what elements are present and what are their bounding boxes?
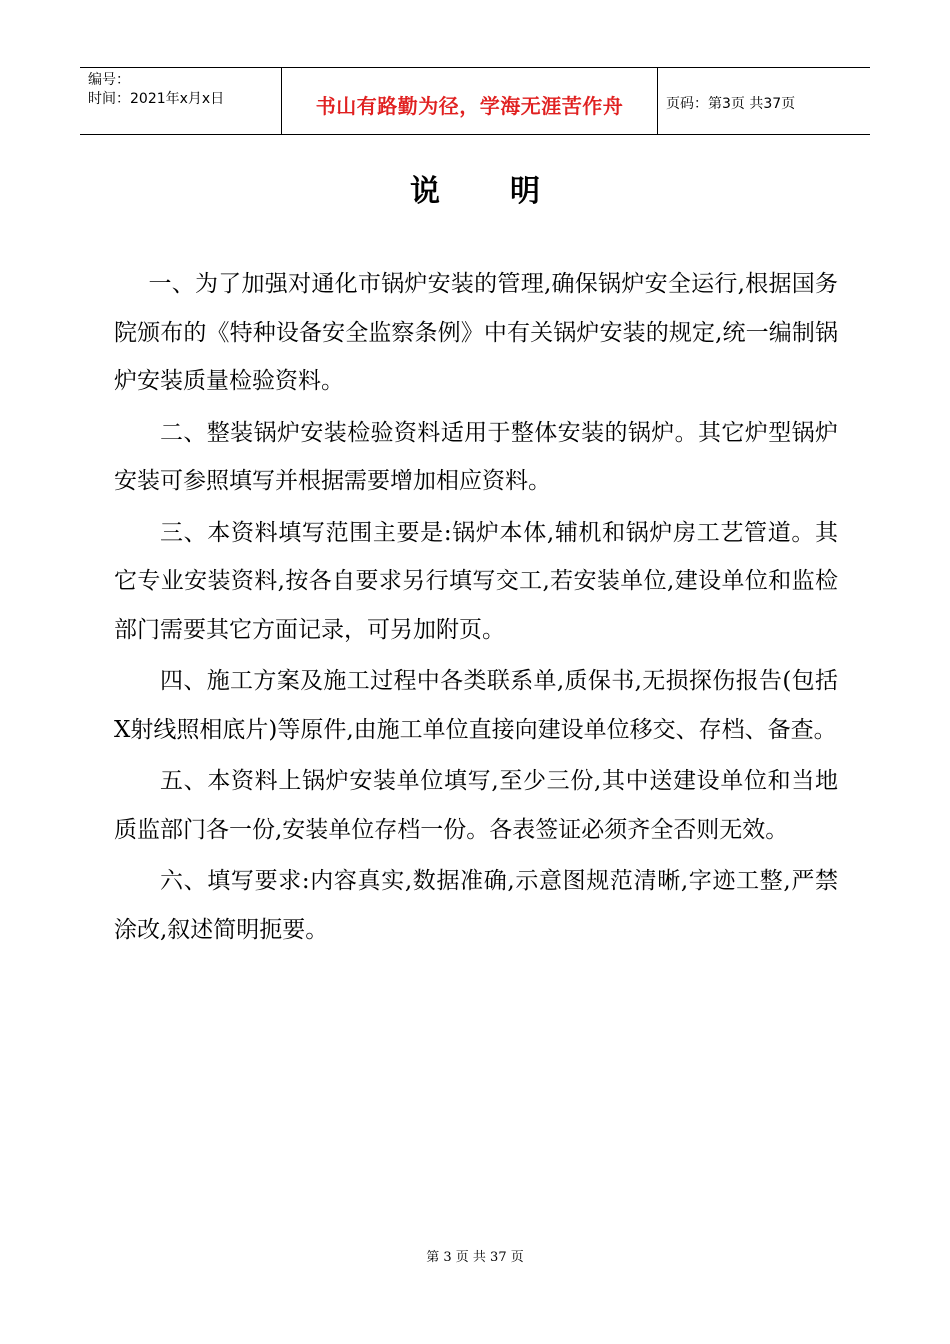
document-body: [114, 260, 838, 954]
paragraph-3: 三、本资料填写范围主要是:锅炉本体,辅机和锅炉房工艺管道。其它专业安装资料,按各自要求另行填写交工,若安装单位,建设单位和监检部门需要其它方面记录，可另加附页。: [114, 519, 838, 643]
paragraph-6: 六、填写要求:内容真实,数据准确,示意图规范清晰,字迹工整,严禁涂改,叙述简明扼要。: [114, 868, 838, 943]
header-meta: [80, 68, 282, 134]
page-title: [0, 166, 950, 210]
title-char-2: 明: [510, 174, 540, 209]
serial-number-label: 编号：: [88, 72, 130, 88]
header-page-info: 页码：第3页 共37页: [666, 96, 796, 112]
header-motto: 书山有路勤为径，学海无涯苦作舟: [282, 68, 658, 134]
title-char-1: 说: [410, 174, 440, 209]
date-line: 时间：2021年x月x日: [88, 91, 225, 107]
page-header: [80, 67, 870, 135]
page-footer: 第 3 页 共 37 页: [426, 1250, 524, 1265]
paragraph-4: 四、施工方案及施工过程中各类联系单,质保书,无损探伤报告(包括X射线照相底片)等原件,由施工单位直接向建设单位移交、存档、备查。: [114, 668, 838, 743]
paragraph-2: 二、整装锅炉安装检验资料适用于整体安装的锅炉。其它炉型锅炉安装可参照填写并根据需要增加相应资料。: [114, 419, 838, 494]
paragraph-5: 五、本资料上锅炉安装单位填写,至少三份,其中送建设单位和当地质监部门各一份,安装单位存档一份。各表签证必须齐全否则无效。: [114, 768, 838, 843]
paragraph-1: 一、为了加强对通化市锅炉安装的管理,确保锅炉安全运行,根据国务院颁布的《特种设备安全监察条例》中有关锅炉安装的规定,统一编制锅炉安装质量检验资料。: [114, 271, 838, 394]
